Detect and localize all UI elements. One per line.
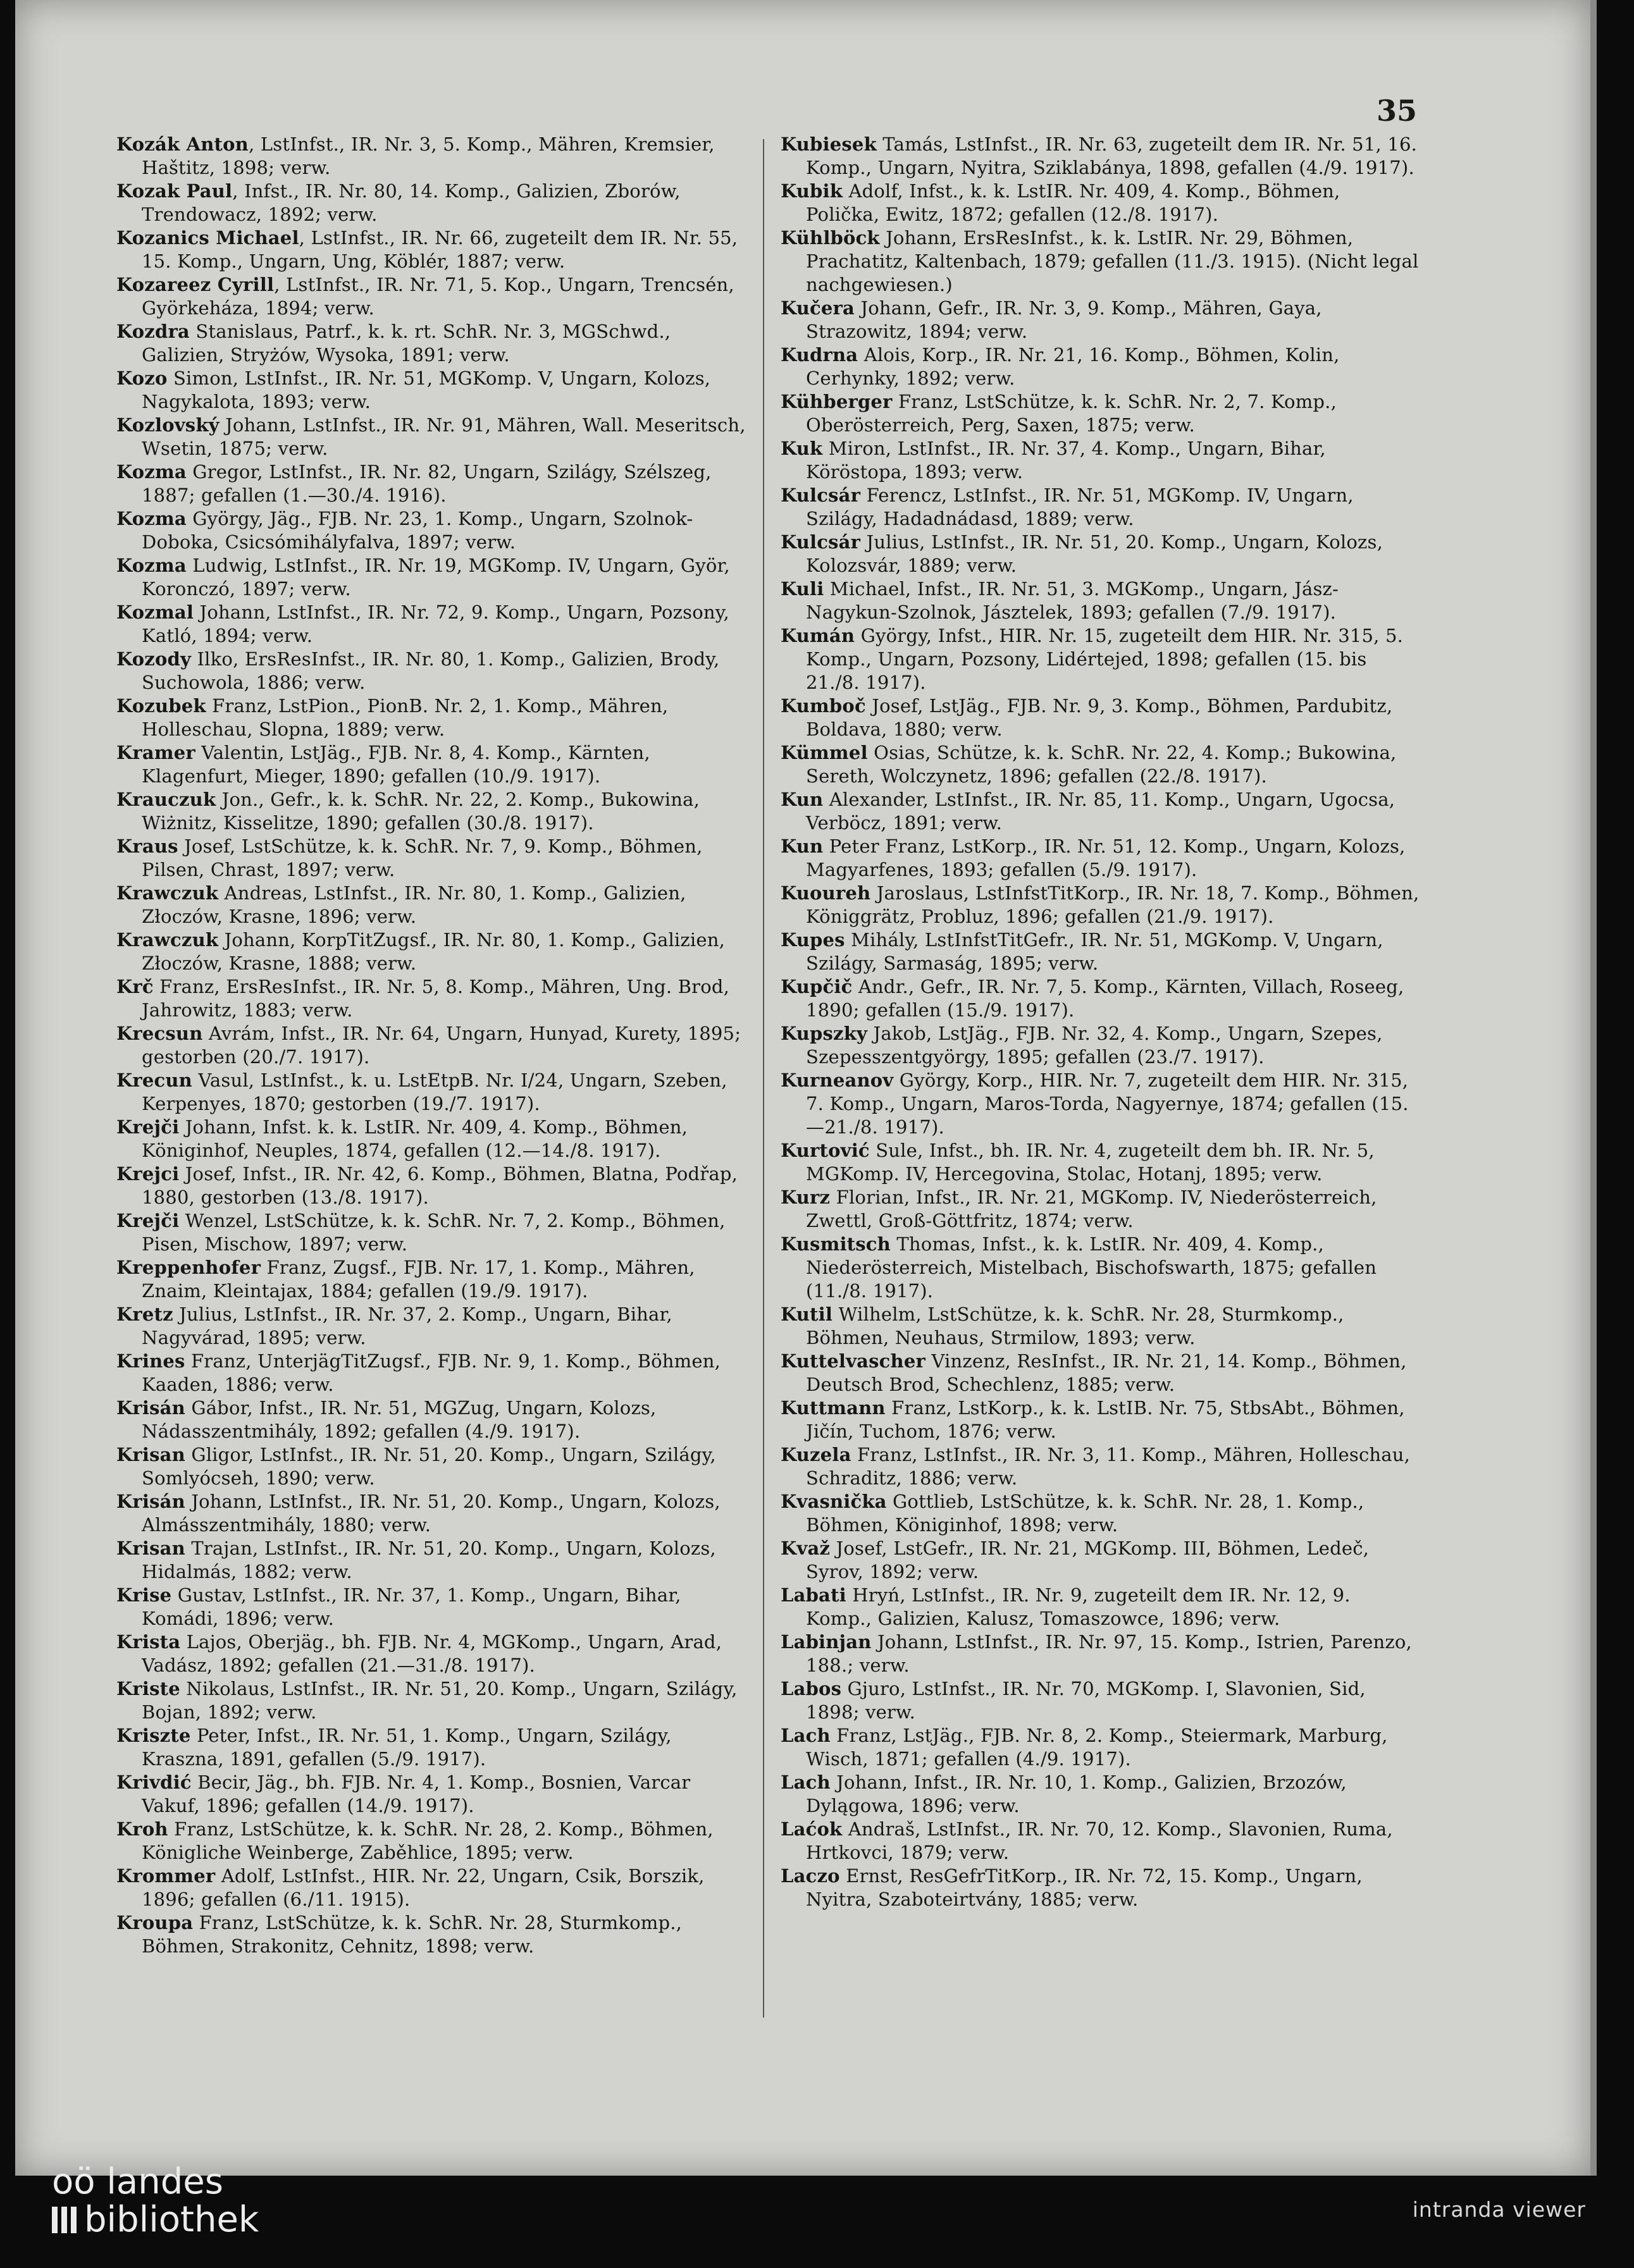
entry-name: Krauczuk — [116, 789, 216, 810]
entry-name: Kubiesek — [781, 133, 877, 155]
entry-text: Andr., Gefr., IR. Nr. 7, 5. Komp., Kärnten, Villach, Roseeg, 1890; gefallen (15./9. 1917). — [806, 976, 1404, 1021]
entry-name: Kulcsár — [781, 531, 861, 553]
page-number: 35 — [1377, 94, 1418, 128]
entry-text: Johann, ErsResInfst., k. k. LstIR. Nr. 29, Böhmen, Prachatitz, Kaltenbach, 1879; gefallen (11./3. 1915). (Nicht legal nachgewiesen.) — [806, 227, 1419, 295]
entry-name: Kvaž — [781, 1538, 831, 1559]
entry-text: Johann, LstInfst., IR. Nr. 97, 15. Komp., Istrien, Parenzo, 188.; verw. — [806, 1631, 1412, 1676]
entry-name: Kühberger — [781, 391, 893, 412]
entry-text: Ernst, ResGefrTitKorp., IR. Nr. 72, 15. Komp., Ungarn, Nyitra, Szaboteirtvány, 1885; verw. — [806, 1865, 1363, 1910]
entry-name: Kuli — [781, 578, 824, 600]
entry-name: Kozody — [116, 648, 192, 670]
entry-name: Kusmitsch — [781, 1233, 891, 1255]
entry-name: Kurneanov — [781, 1069, 894, 1091]
entry — [116, 414, 749, 460]
entry-name: Krisán — [116, 1491, 185, 1512]
entry — [116, 133, 749, 180]
entry-text: Franz, LstSchütze, k. k. SchR. Nr. 2, 7. Komp., Oberösterreich, Perg, Saxen, 1875; verw. — [806, 391, 1337, 436]
entry-text: Andraš, LstInfst., IR. Nr. 70, 12. Komp., Slavonien, Ruma, Hrtkovci, 1879; verw. — [806, 1818, 1393, 1863]
column-divider — [763, 139, 764, 2018]
entry-text: , LstInfst., IR. Nr. 3, 5. Komp., Mähren, Kremsier, Haštitz, 1898; verw. — [142, 133, 715, 178]
entry-text: Vinzenz, ResInfst., IR. Nr. 21, 14. Komp., Böhmen, Deutsch Brod, Schechlenz, 1885; verw. — [806, 1350, 1407, 1395]
entry-name: Kulcsár — [781, 484, 861, 506]
entry-name: Kupes — [781, 929, 845, 951]
entry — [116, 1303, 749, 1350]
entry-text: Peter Franz, LstKorp., IR. Nr. 51, 12. Komp., Ungarn, Kolozs, Magyarfenes, 1893; gefallen (5./9. 1917). — [806, 835, 1406, 880]
entry — [781, 133, 1420, 180]
entry-text: Franz, Zugsf., FJB. Nr. 17, 1. Komp., Mähren, Znaim, Kleintajax, 1884; gefallen (19./9. 1917). — [142, 1257, 695, 1302]
entry-name: Krisan — [116, 1538, 185, 1559]
entry-name: Labati — [781, 1584, 846, 1606]
entry — [116, 226, 749, 273]
entry-name: Kozma — [116, 461, 187, 483]
entry-text: Gábor, Infst., IR. Nr. 51, MGZug, Ungarn, Kolozs, Nádasszentmihály, 1892; gefallen (4./9. 1917). — [142, 1397, 657, 1442]
entry-text: Alois, Korp., IR. Nr. 21, 16. Komp., Böhmen, Kolin, Cerhynky, 1892; verw. — [806, 344, 1340, 389]
entry — [116, 788, 749, 835]
entry-text: György, Korp., HIR. Nr. 7, zugeteilt dem HIR. Nr. 315, 7. Komp., Ungarn, Maros-Torda, Nagyernye, 1874; gefallen (15.—21./8. 1917). — [806, 1069, 1409, 1138]
entry-text: Thomas, Infst., k. k. LstIR. Nr. 409, 4. Komp., Niederösterreich, Mistelbach, Bischofswarth, 1875; gefallen (11./8. 1917). — [806, 1233, 1377, 1302]
entry-name: Kümmel — [781, 742, 868, 763]
entry-name: Kozmal — [116, 601, 194, 623]
entry — [116, 975, 749, 1022]
entry-name: Krecsun — [116, 1023, 203, 1044]
entry-name: Kozlovský — [116, 414, 220, 436]
entry — [116, 1677, 749, 1724]
entry — [781, 694, 1420, 741]
entry-text: Johann, LstInfst., IR. Nr. 91, Mähren, Wall. Meseritsch, Wsetin, 1875; verw. — [142, 414, 746, 459]
entry-text: Johann, LstInfst., IR. Nr. 51, 20. Komp., Ungarn, Kolozs, Almásszentmihály, 1880; verw. — [142, 1491, 721, 1536]
entry — [781, 835, 1420, 882]
entry-text: Franz, LstSchütze, k. k. SchR. Nr. 28, 2. Komp., Böhmen, Königliche Weinberge, Zaběhlice, 1895; verw. — [142, 1818, 714, 1863]
entry-text: Johann, Gefr., IR. Nr. 3, 9. Komp., Mähren, Gaya, Strazowitz, 1894; verw. — [806, 297, 1322, 342]
entry — [116, 601, 749, 648]
entry-name: Kretz — [116, 1303, 173, 1325]
entry-text: Adolf, LstInfst., HIR. Nr. 22, Ungarn, Csik, Borszik, 1896; gefallen (6./11. 1915). — [142, 1865, 705, 1910]
entry — [781, 1303, 1420, 1350]
entry — [781, 577, 1420, 624]
entry-text: Becir, Jäg., bh. FJB. Nr. 4, 1. Komp., Bosnien, Varcar Vakuf, 1896; gefallen (14./9. 1917). — [142, 1772, 691, 1816]
logo-line-1: oö landes — [52, 2161, 223, 2202]
entry-text: Gligor, LstInfst., IR. Nr. 51, 20. Komp., Ungarn, Szilágy, Somlyócseh, 1890; verw. — [142, 1444, 716, 1489]
entry-text: Florian, Infst., IR. Nr. 21, MGKomp. IV, Niederösterreich, Zwettl, Groß-Göttfritz, 1874; verw. — [806, 1186, 1377, 1231]
entry-text: Simon, LstInfst., IR. Nr. 51, MGKomp. V, Ungarn, Kolozs, Nagykalota, 1893; verw. — [142, 367, 711, 412]
entry-text: Peter, Infst., IR. Nr. 51, 1. Komp., Ungarn, Szilágy, Kraszna, 1891, gefallen (5./9. 1917). — [142, 1725, 672, 1770]
entry-name: Kreppenhofer — [116, 1257, 261, 1278]
entry-name: Kumán — [781, 625, 855, 646]
entry-name: Krč — [116, 976, 154, 997]
entry-text: Ferencz, LstInfst., IR. Nr. 51, MGKomp. IV, Ungarn, Szilágy, Hadadnádasd, 1889; verw. — [806, 484, 1354, 529]
entry-name: Kozdra — [116, 321, 190, 342]
entry — [116, 1069, 749, 1116]
entry-text: Trajan, LstInfst., IR. Nr. 51, 20. Komp., Ungarn, Kolozs, Hidalmás, 1882; verw. — [142, 1538, 716, 1582]
entry — [781, 1677, 1420, 1724]
entry — [116, 554, 749, 601]
entry — [116, 835, 749, 882]
entry — [116, 694, 749, 741]
entry — [781, 390, 1420, 437]
entry-text: Franz, ErsResInfst., IR. Nr. 5, 8. Komp., Mähren, Ung. Brod, Jahrowitz, 1883; verw. — [142, 976, 730, 1021]
entry-text: Franz, LstPion., PionB. Nr. 2, 1. Komp., Mähren, Holleschau, Slopna, 1889; verw. — [142, 695, 669, 740]
entry-text: Adolf, Infst., k. k. LstIR. Nr. 409, 4. Komp., Böhmen, Polička, Ewitz, 1872; gefallen (12./8. 1917). — [806, 180, 1340, 225]
entry-name: Kun — [781, 789, 824, 810]
entry — [781, 1771, 1420, 1818]
entry-text: Michael, Infst., IR. Nr. 51, 3. MGKomp., Ungarn, Jász-Nagykun-Szolnok, Jásztelek, 1893; gefallen (7./9. 1917). — [806, 578, 1339, 623]
entry — [781, 928, 1420, 975]
entry-name: Krommer — [116, 1865, 216, 1887]
entry-name: Kun — [781, 835, 824, 857]
entry — [116, 1818, 749, 1864]
entry-name: Kutil — [781, 1303, 833, 1325]
entry-name: Krejci — [116, 1163, 180, 1185]
entry-name: Kroh — [116, 1818, 168, 1840]
entry-text: Franz, LstJäg., FJB. Nr. 8, 2. Komp., Steiermark, Marburg, Wisch, 1871; gefallen (4./9. 1917). — [806, 1725, 1388, 1770]
entry-text: György, Jäg., FJB. Nr. 23, 1. Komp., Ungarn, Szolnok-Doboka, Csicsómihályfalva, 1897; verw. — [142, 508, 693, 553]
entry-text: , LstInfst., IR. Nr. 71, 5. Kop., Ungarn, Trencsén, Györkeháza, 1894; verw. — [142, 274, 734, 319]
entry-name: Kupčič — [781, 976, 853, 997]
entry — [781, 1022, 1420, 1069]
entry — [781, 624, 1420, 694]
right-column — [781, 133, 1420, 1911]
entry — [781, 975, 1420, 1022]
entry-text: Gottlieb, LstSchütze, k. k. SchR. Nr. 28, 1. Komp., Böhmen, Königinhof, 1898; verw. — [806, 1491, 1365, 1536]
entry-name: Kriste — [116, 1678, 180, 1699]
entry — [116, 1630, 749, 1677]
viewer-brand[interactable]: intranda viewer — [1412, 2197, 1586, 2222]
entry — [116, 320, 749, 367]
entry-name: Kozma — [116, 555, 187, 576]
entry-name: Krawczuk — [116, 929, 219, 951]
entry-name: Lach — [781, 1725, 831, 1746]
entry — [781, 437, 1420, 484]
entry-name: Krejči — [116, 1116, 180, 1138]
entry-name: Kuoureh — [781, 882, 871, 904]
entry — [781, 1443, 1420, 1490]
entry-name: Krise — [116, 1584, 172, 1606]
logo-line-2 — [52, 2201, 259, 2239]
entry — [116, 460, 749, 507]
entry-text: Josef, Infst., IR. Nr. 42, 6. Komp., Böhmen, Blatna, Podřap, 1880, gestorben (13./8. 1917). — [142, 1163, 738, 1208]
entry-name: Kudrna — [781, 344, 858, 366]
entry-name: Krisán — [116, 1397, 185, 1419]
entry-text: Alexander, LstInfst., IR. Nr. 85, 11. Komp., Ungarn, Ugocsa, Verböcz, 1891; verw. — [806, 789, 1396, 834]
entry — [116, 273, 749, 320]
entry-name: Krivdić — [116, 1772, 192, 1793]
entry-name: Kozareez Cyrill — [116, 274, 275, 295]
entry — [116, 367, 749, 414]
entry — [781, 484, 1420, 531]
entry-text: Lajos, Oberjäg., bh. FJB. Nr. 4, MGKomp., Ungarn, Arad, Vadász, 1892; gefallen (21.—31./8. 1917). — [142, 1631, 722, 1676]
entry — [781, 882, 1420, 928]
entry-name: Krawczuk — [116, 882, 219, 904]
entry-text: Gjuro, LstInfst., IR. Nr. 70, MGKomp. I, Slavonien, Sid, 1898; verw. — [806, 1678, 1366, 1723]
entry — [781, 741, 1420, 788]
entry — [781, 1350, 1420, 1396]
entry-name: Kuk — [781, 438, 823, 459]
entry — [116, 648, 749, 694]
entry-text: Gustav, LstInfst., IR. Nr. 37, 1. Komp., Ungarn, Bihar, Komádi, 1896; verw. — [142, 1584, 681, 1629]
entry-text: Franz, LstKorp., k. k. LstIB. Nr. 75, StbsAbt., Böhmen, Jičín, Tuchom, 1876; verw. — [806, 1397, 1405, 1442]
entry-text: Johann, LstInfst., IR. Nr. 72, 9. Komp., Ungarn, Pozsony, Katló, 1894; verw. — [142, 601, 729, 646]
entry — [781, 1396, 1420, 1443]
entry — [116, 1864, 749, 1911]
entry-text: Julius, LstInfst., IR. Nr. 51, 20. Komp., Ungarn, Kolozs, Kolozsvár, 1889; verw. — [806, 531, 1383, 576]
entry-name: Kupszky — [781, 1023, 868, 1044]
entry — [116, 1584, 749, 1630]
entry-name: Kraus — [116, 835, 178, 857]
entry-name: Kumboč — [781, 695, 866, 717]
logo-line-2-text: bibliothek — [84, 2199, 259, 2240]
entry — [116, 1396, 749, 1443]
entry-name: Kozanics Michael — [116, 227, 299, 249]
entry-text: Gregor, LstInfst., IR. Nr. 82, Ungarn, Szilágy, Szélszeg, 1887; gefallen (1.—30./4. 1916). — [142, 461, 712, 506]
entry-text: Franz, LstInfst., IR. Nr. 3, 11. Komp., Mähren, Holleschau, Schraditz, 1886; verw. — [806, 1444, 1411, 1489]
entry-text: Andreas, LstInfst., IR. Nr. 80, 1. Komp., Galizien, Złoczów, Krasne, 1896; verw. — [142, 882, 686, 927]
entry-name: Kozo — [116, 367, 168, 389]
entry — [781, 1537, 1420, 1584]
entry-text: Jakob, LstJäg., FJB. Nr. 32, 4. Komp., Ungarn, Szepes, Szepesszentgyörgy, 1895; gefallen (23./7. 1917). — [806, 1023, 1383, 1068]
entry — [781, 1818, 1420, 1864]
entry — [116, 1911, 749, 1958]
entry — [781, 1490, 1420, 1537]
entry-text: György, Infst., HIR. Nr. 15, zugeteilt dem HIR. Nr. 315, 5. Komp., Ungarn, Pozsony, Lidértejed, 1898; gefallen (15. bis 21./8. 1917). — [806, 625, 1404, 693]
entry-text: Franz, LstSchütze, k. k. SchR. Nr. 28, Sturmkomp., Böhmen, Strakonitz, Cehnitz, 1898; verw. — [142, 1912, 683, 1957]
entry-name: Kurz — [781, 1186, 831, 1208]
entry-name: Krines — [116, 1350, 185, 1372]
entry-text: Ilko, ErsResInfst., IR. Nr. 80, 1. Komp., Galizien, Brody, Suchowola, 1886; verw. — [142, 648, 720, 693]
entry-name: Kroupa — [116, 1912, 194, 1933]
entry — [781, 180, 1420, 226]
entry-text: Josef, LstSchütze, k. k. SchR. Nr. 7, 9. Komp., Böhmen, Pilsen, Chrast, 1897; verw. — [142, 835, 703, 880]
entry-text: Johann, Infst., IR. Nr. 10, 1. Komp., Galizien, Brzozów, Dylągowa, 1896; verw. — [806, 1772, 1347, 1816]
entry-text: Valentin, LstJäg., FJB. Nr. 8, 4. Komp., Kärnten, Klagenfurt, Mieger, 1890; gefallen (10./9. 1917). — [142, 742, 650, 787]
entry-name: Lach — [781, 1772, 831, 1793]
entry-name: Krisan — [116, 1444, 185, 1465]
entry-text: Johann, Infst. k. k. LstIR. Nr. 409, 4. Komp., Böhmen, Königinhof, Neuples, 1874, gefallen (12.—14./8. 1917). — [142, 1116, 688, 1161]
entry-name: Laćok — [781, 1818, 843, 1840]
entry-text: Josef, LstJäg., FJB. Nr. 9, 3. Komp., Böhmen, Pardubitz, Boldava, 1880; verw. — [806, 695, 1393, 740]
entry — [116, 1771, 749, 1818]
entry-text: Sule, Infst., bh. IR. Nr. 4, zugeteilt dem bh. IR. Nr. 5, MGKomp. IV, Hercegovina, Stolac, Hotanj, 1895; verw. — [806, 1140, 1375, 1185]
entry-name: Kozma — [116, 508, 187, 529]
entry-text: Jon., Gefr., k. k. SchR. Nr. 22, 2. Komp., Bukowina, Wiżnitz, Kisselitze, 1890; gefallen (30./8. 1917). — [142, 789, 700, 834]
entry — [781, 1584, 1420, 1630]
entry-name: Kozak Paul — [116, 180, 233, 202]
entry — [116, 507, 749, 554]
entry — [116, 1022, 749, 1069]
entry-text: Nikolaus, LstInfst., IR. Nr. 51, 20. Komp., Ungarn, Szilágy, Bojan, 1892; verw. — [142, 1678, 738, 1723]
entry — [781, 1069, 1420, 1139]
entry-name: Kurtović — [781, 1140, 870, 1161]
entry-text: Jaroslaus, LstInfstTitKorp., IR. Nr. 18, 7. Komp., Böhmen, Königgrätz, Probluz, 1896; gefallen (21./9. 1917). — [806, 882, 1420, 927]
entry — [116, 180, 749, 226]
entry — [116, 1490, 749, 1537]
entry — [116, 1116, 749, 1162]
left-column — [116, 133, 749, 1958]
entry-text: Johann, KorpTitZugsf., IR. Nr. 80, 1. Komp., Galizien, Złoczów, Krasne, 1888; verw. — [142, 929, 726, 974]
entry — [116, 1209, 749, 1256]
entry — [116, 928, 749, 975]
entry-text: Tamás, LstInfst., IR. Nr. 63, zugeteilt dem IR. Nr. 51, 16. Komp., Ungarn, Nyitra, Sziklabánya, 1898, gefallen (4./9. 1917). — [806, 133, 1418, 178]
entry — [116, 1724, 749, 1771]
entry-text: Wilhelm, LstSchütze, k. k. SchR. Nr. 28, Sturmkomp., Böhmen, Neuhaus, Strmilow, 1893; verw. — [806, 1303, 1344, 1348]
entry-text: , Infst., IR. Nr. 80, 14. Komp., Galizien, Zborów, Trendowacz, 1892; verw. — [142, 180, 681, 225]
entry — [781, 788, 1420, 835]
entry-text: Franz, UnterjägTitZugsf., FJB. Nr. 9, 1. Komp., Böhmen, Kaaden, 1886; verw. — [142, 1350, 721, 1395]
entry-name: Krejči — [116, 1210, 180, 1231]
entry-name: Krecun — [116, 1069, 192, 1091]
entry-name: Kuzela — [781, 1444, 851, 1465]
entry-name: Kvasnička — [781, 1491, 887, 1512]
entry-text: Wenzel, LstSchütze, k. k. SchR. Nr. 7, 2. Komp., Böhmen, Pisen, Mischow, 1897; verw. — [142, 1210, 726, 1255]
entry-name: Kučera — [781, 297, 855, 319]
entry — [781, 1233, 1420, 1303]
entry-text: , LstInfst., IR. Nr. 66, zugeteilt dem IR. Nr. 55, 15. Komp., Ungarn, Ung, Köblér, 1887; verw. — [142, 227, 738, 272]
entry-text: Hryń, LstInfst., IR. Nr. 9, zugeteilt dem IR. Nr. 12, 9. Komp., Galizien, Kalusz, Tomaszowce, 1896; verw. — [806, 1584, 1351, 1629]
entry — [781, 297, 1420, 343]
entry-text: Josef, LstGefr., IR. Nr. 21, MGKomp. III, Böhmen, Ledeč, Syrov, 1892; verw. — [806, 1538, 1370, 1582]
entry-name: Kuttmann — [781, 1397, 886, 1419]
entry-text: Julius, LstInfst., IR. Nr. 37, 2. Komp., Ungarn, Bihar, Nagyvárad, 1895; verw. — [142, 1303, 672, 1348]
entry-name: Kramer — [116, 742, 195, 763]
entry-name: Labinjan — [781, 1631, 872, 1653]
entry — [116, 741, 749, 788]
entry-name: Kubik — [781, 180, 843, 202]
entry — [781, 226, 1420, 297]
entry-text: Miron, LstInfst., IR. Nr. 37, 4. Komp., Ungarn, Bihar, Köröstopa, 1893; verw. — [806, 438, 1326, 483]
entry-text: Mihály, LstInfstTitGefr., IR. Nr. 51, MGKomp. V, Ungarn, Szilágy, Sarmaság, 1895; verw. — [806, 929, 1383, 974]
entry-text: Stanislaus, Patrf., k. k. rt. SchR. Nr. 3, MGSchwd., Galizien, Stryżów, Wysoka, 1891; verw. — [142, 321, 671, 366]
entry-text: Avrám, Infst., IR. Nr. 64, Ungarn, Hunyad, Kurety, 1895; gestorben (20./7. 1917). — [142, 1023, 741, 1068]
entry-name: Krista — [116, 1631, 181, 1653]
logo-bars-icon — [52, 2207, 77, 2233]
entry-name: Kozubek — [116, 695, 206, 717]
entry-name: Kriszte — [116, 1725, 191, 1746]
entry-name: Kozák Anton — [116, 133, 249, 155]
entry — [116, 1162, 749, 1209]
entry-name: Kühlböck — [781, 227, 880, 249]
entry-name: Kuttelvascher — [781, 1350, 925, 1372]
entry — [781, 1139, 1420, 1186]
entry — [116, 1537, 749, 1584]
entry — [781, 1186, 1420, 1233]
book-page — [15, 0, 1597, 2176]
entry — [116, 882, 749, 928]
entry-text: Ludwig, LstInfst., IR. Nr. 19, MGKomp. IV, Ungarn, Györ, Koronczó, 1897; verw. — [142, 555, 730, 600]
entry — [781, 531, 1420, 577]
entry-text: Vasul, LstInfst., k. u. LstEtpB. Nr. I/24, Ungarn, Szeben, Kerpenyes, 1870; gestorben (19./7. 1917). — [142, 1069, 727, 1114]
entry — [781, 1864, 1420, 1911]
entry — [781, 1724, 1420, 1771]
entry — [781, 1630, 1420, 1677]
entry — [116, 1256, 749, 1303]
entry-text: Osias, Schütze, k. k. SchR. Nr. 22, 4. Komp.; Bukowina, Sereth, Wolczynetz, 1896; gefallen (22./8. 1917). — [806, 742, 1397, 787]
entry — [116, 1443, 749, 1490]
entry — [116, 1350, 749, 1396]
entry-name: Labos — [781, 1678, 842, 1699]
entry — [781, 343, 1420, 390]
library-logo[interactable] — [52, 2163, 259, 2239]
entry-name: Laczo — [781, 1865, 840, 1887]
